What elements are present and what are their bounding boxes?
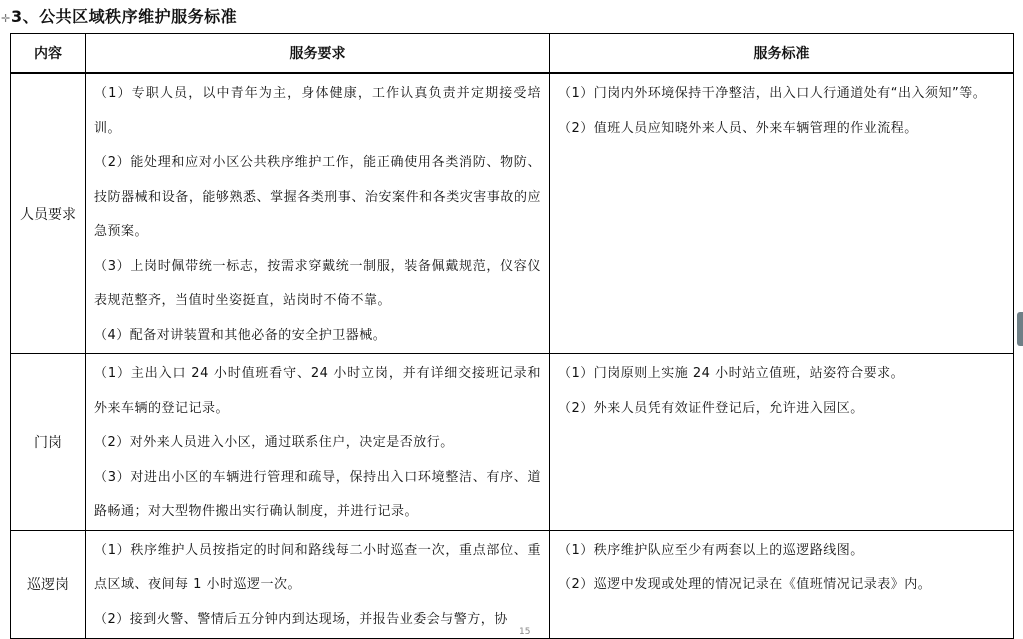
requirement-item: （1）主出入口 24 小时值班看守、24 小时立岗，并有详细交接班记录和外来车辆的登记记录。 (94, 366, 541, 416)
standard-item: （2）外来人员凭有效证件登记后，允许进入园区。 (558, 400, 864, 416)
table-row-personnel (11, 73, 1014, 354)
standard-item: （1）门岗内外环境保持干净整洁，出入口人行通道处有“出入须知”等。 (558, 86, 987, 101)
side-scroll-tab-icon[interactable] (1017, 312, 1023, 346)
requirements-cell (86, 530, 550, 638)
row-label: 巡逻岗 (11, 530, 86, 638)
row-label: 门岗 (11, 354, 86, 531)
requirement-item: （4）配备对讲装置和其他必备的安全护卫器械。 (94, 327, 387, 343)
requirements-cell (86, 73, 550, 354)
standard-item: （1）秩序维护队应至少有两套以上的巡逻路线图。 (558, 542, 864, 558)
standard-item: （1）门岗原则上实施 24 小时站立值班，站姿符合要求。 (558, 366, 905, 381)
header-content: 内容 (11, 34, 86, 74)
table-row-patrol (11, 530, 1014, 638)
section-title: 3、公共区域秩序维护服务标准 (11, 7, 238, 26)
table-move-handle-icon[interactable]: ✛ (1, 12, 11, 25)
header-standards: 服务标准 (550, 34, 1014, 74)
service-standard-table (10, 33, 1014, 639)
page-number: 15 (519, 627, 531, 637)
requirement-item: （2）接到火警、警情后五分钟内到达现场，并报告业委会与警方，协 (94, 611, 508, 627)
requirement-item: （2）能处理和应对小区公共秩序维护工作，能正确使用各类消防、物防、技防器械和设备，能够熟悉、掌握各类刑事、治安案件和各类灾害事故的应急预案。 (94, 155, 541, 239)
standards-cell (550, 354, 1014, 531)
table-header-row (11, 34, 1014, 74)
requirement-item: （3）上岗时佩带统一标志，按需求穿戴统一制服，装备佩戴规范，仪容仪表规范整齐，当值时坐姿挺直，站岗时不倚不靠。 (94, 258, 541, 308)
row-label: 人员要求 (11, 73, 86, 354)
requirements-cell (86, 354, 550, 531)
standards-cell (550, 530, 1014, 638)
requirement-item: （3）对进出小区的车辆进行管理和疏导，保持出入口环境整洁、有序、道路畅通；对大型物件搬出实行确认制度，并进行记录。 (94, 469, 541, 519)
requirement-item: （2）对外来人员进入小区，通过联系住户，决定是否放行。 (94, 435, 454, 450)
standards-cell (550, 73, 1014, 354)
standard-item: （2）巡逻中发现或处理的情况记录在《值班情况记录表》内。 (558, 577, 932, 592)
requirement-item: （1）专职人员，以中青年为主，身体健康，工作认真负责并定期接受培训。 (94, 86, 541, 136)
requirement-item: （1）秩序维护人员按指定的时间和路线每二小时巡查一次，重点部位、重点区域、夜间每 1 小时巡逻一次。 (94, 542, 541, 592)
standard-item: （2）值班人员应知晓外来人员、外来车辆管理的作业流程。 (558, 120, 918, 136)
header-requirements: 服务要求 (86, 34, 550, 74)
table-row-gate (11, 354, 1014, 531)
